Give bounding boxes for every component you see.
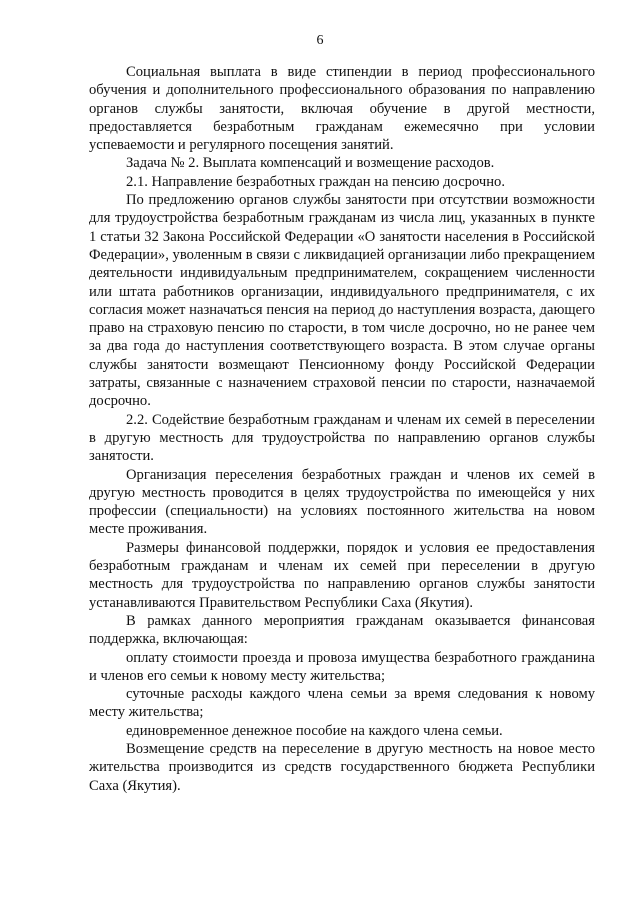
paragraph-stipend: Социальная выплата в виде стипендии в период профессионального обучения и дополнительного профессионального образования по направлению органов службы занятости, включая обучение в другой местности, предоставляется безработным гражданам ежемесячно при условии успеваемости и регулярного посещения занятий.: [89, 64, 595, 154]
section-2-1-heading: 2.1. Направление безработных граждан на пенсию досрочно.: [126, 173, 505, 190]
paragraph-financial-support-intro: В рамках данного мероприятия гражданам оказывается финансовая поддержка, включающая:: [89, 612, 595, 648]
task-2-heading: Задача № 2. Выплата компенсаций и возмещение расходов.: [126, 155, 495, 172]
list-item-travel-costs: оплату стоимости проезда и провоза имущества безработного гражданина и членов его семьи к новому месту жительства;: [89, 649, 595, 684]
list-item-lump-sum: единовременное денежное пособие на каждого члена семьи.: [126, 722, 503, 739]
paragraph-early-pension: По предложению органов службы занятости при отсутствии возможности для трудоустройства безработным гражданам из числа лиц, указанных в пункте 1 статьи 32 Закона Российской Федерации «О занятости населения в Российской Федерации», уволенным в связи с ликвидацией организации либо прекращением деятельности индивидуальным предпринимателем, сокращением численности или штата работников организации, индивидуального предпринимателя, с их согласия может назначаться пенсия на период до наступления возраста, дающего право на страховую пенсию по старости, в том числе досрочно, но не ранее чем за два года до наступления соответствующего возраста. В этом случае органы службы занятости возмещают Пенсионному фонду Российской Федерации затраты, связанные с назначением страховой пенсии по старости, назначаемой досрочно.: [89, 192, 595, 410]
list-item-daily-expenses: суточные расходы каждого члена семьи за время следования к новому месту жительства;: [89, 686, 595, 721]
paragraph-reimbursement: Возмещение средств на переселение в другую местность на новое место жительства производится из средств государственного бюджета Республики Саха (Якутия).: [89, 740, 595, 794]
paragraph-financial-support-terms: Размеры финансовой поддержки, порядок и условия ее предоставления безработным гражданам и членам их семей при переселении в другую местность для трудоустройства по направлению органов службы занятости устанавливаются Правительством Республики Саха (Якутия).: [89, 539, 595, 611]
paragraph-relocation-organization: Организация переселения безработных граждан и членов их семей в другую местность проводится в целях трудоустройства по имеющейся у них профессии (специальности) на условиях постоянного жительства на новом месте проживания.: [89, 466, 595, 538]
document-body: [89, 63, 595, 795]
section-2-2-heading: 2.2. Содействие безработным гражданам и членам их семей в переселении в другую местность для трудоустройства по направлению органов службы занятости.: [89, 411, 595, 465]
page-number: 6: [316, 33, 324, 48]
